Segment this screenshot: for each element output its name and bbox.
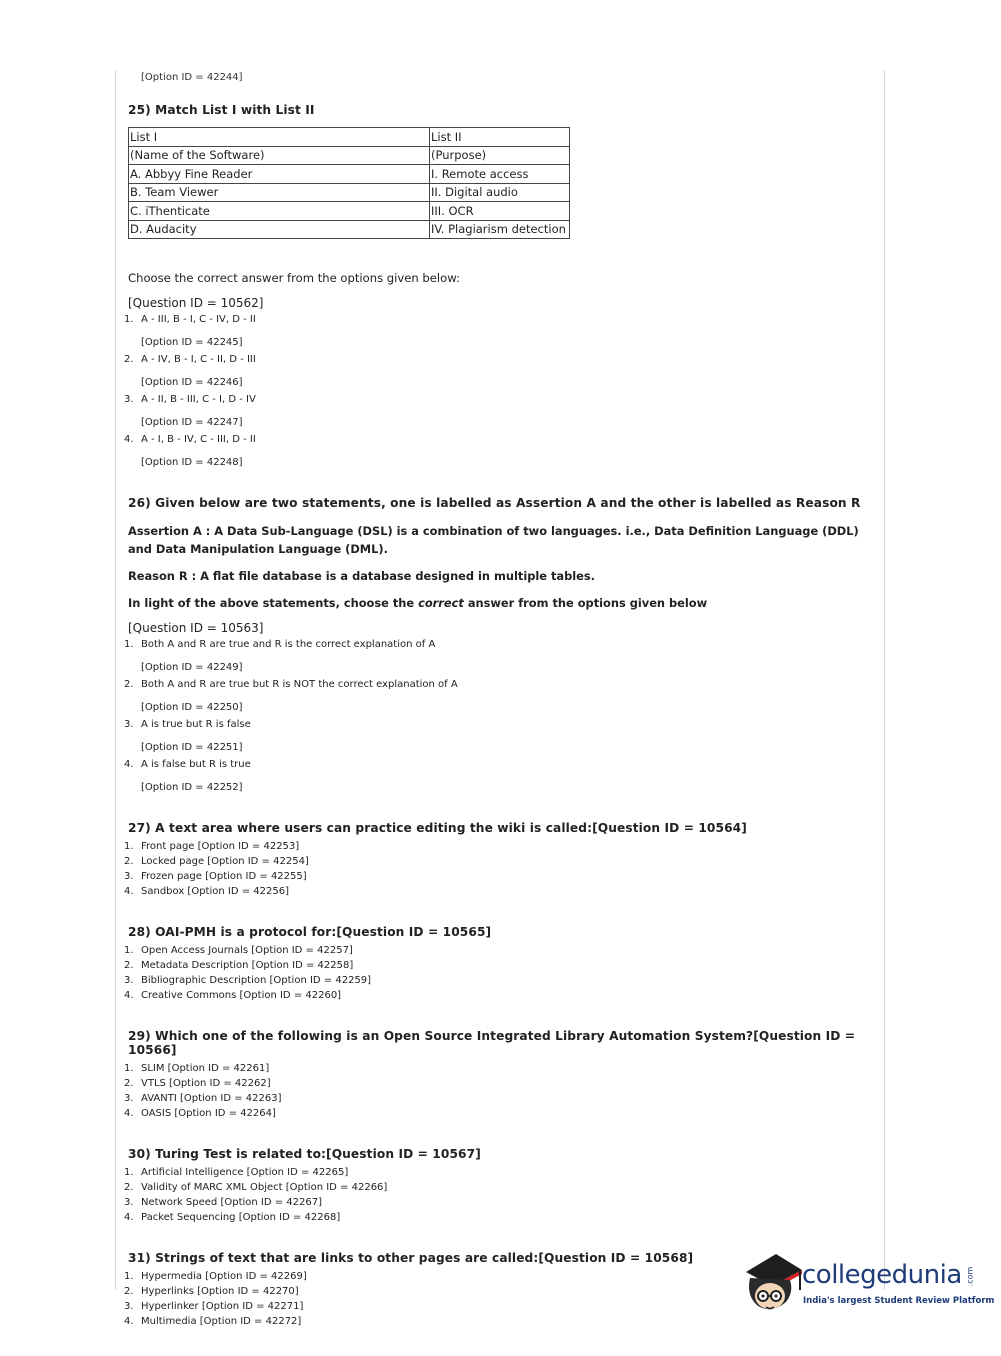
list-1-cell: A. Abbyy Fine Reader xyxy=(129,165,430,184)
option-item xyxy=(124,1091,874,1106)
options-list xyxy=(124,312,874,470)
assertion-text: Assertion A : A Data Sub-Language (DSL) is a combination of two languages. i.e., Data Definition Language (DDL) and Data Manipulation Language (DML). xyxy=(128,524,859,556)
list-2-cell: II. Digital audio xyxy=(430,183,570,202)
option-number: 4. xyxy=(124,990,134,1001)
option-text: A - IV, B - I, C - II, D - III xyxy=(141,354,256,365)
option-id: [Option ID = 42249] xyxy=(141,662,243,673)
option-number: 1. xyxy=(124,639,134,650)
options-list xyxy=(124,839,874,899)
option-text: Metadata Description [Option ID = 42258] xyxy=(141,960,354,971)
instruction-text-end: answer from the options given below xyxy=(463,596,708,610)
option-number: 2. xyxy=(124,1182,134,1193)
option-number: 1. xyxy=(124,945,134,956)
left-margin-line xyxy=(115,70,116,1290)
option-item xyxy=(124,1061,874,1076)
option-id: [Option ID = 42245] xyxy=(141,337,243,348)
question-29 xyxy=(124,1029,874,1121)
reason-text: Reason R : A flat file database is a database designed in multiple tables. xyxy=(128,569,595,583)
question-28 xyxy=(124,925,874,1003)
list-1-cell: D. Audacity xyxy=(129,220,430,239)
option-item xyxy=(124,943,874,958)
option-text: Front page [Option ID = 42253] xyxy=(141,841,300,852)
question-26 xyxy=(124,496,874,795)
instruction xyxy=(128,594,874,612)
option-number: 4. xyxy=(124,1108,134,1119)
option-text: VTLS [Option ID = 42262] xyxy=(141,1078,271,1089)
question-title: 26) Given below are two statements, one is labelled as Assertion A and the other is labelled as Reason R xyxy=(128,496,861,510)
option-number: 2. xyxy=(124,1286,134,1297)
option-item xyxy=(124,392,874,407)
option-number: 4. xyxy=(124,759,134,770)
option-number: 3. xyxy=(124,871,134,882)
list-2-cell: List II xyxy=(430,128,570,147)
option-text: Hyperlinks [Option ID = 42270] xyxy=(141,1286,299,1297)
question-27 xyxy=(124,821,874,899)
option-text: Artificial Intelligence [Option ID = 42265] xyxy=(141,1167,349,1178)
option-item xyxy=(124,869,874,884)
option-number: 4. xyxy=(124,434,134,445)
option-number: 2. xyxy=(124,960,134,971)
options-list xyxy=(124,1165,874,1225)
question-title: 25) Match List I with List II xyxy=(128,103,315,117)
question-title: 28) OAI-PMH is a protocol for:[Question ID = 10565] xyxy=(128,925,492,939)
list-2-cell: I. Remote access xyxy=(430,165,570,184)
option-text: Open Access Journals [Option ID = 42257] xyxy=(141,945,353,956)
match-table xyxy=(128,127,570,239)
option-number: 4. xyxy=(124,886,134,897)
option-item xyxy=(124,854,874,869)
option-id: [Option ID = 42251] xyxy=(141,742,243,753)
mascot-icon xyxy=(742,1250,804,1318)
option-text: Validity of MARC XML Object [Option ID = 42266] xyxy=(141,1182,388,1193)
option-id: [Option ID = 42244] xyxy=(141,72,243,83)
option-item xyxy=(124,1180,874,1195)
option-text: Creative Commons [Option ID = 42260] xyxy=(141,990,342,1001)
table-row xyxy=(129,165,570,184)
list-1-cell: List I xyxy=(129,128,430,147)
option-id: [Option ID = 42250] xyxy=(141,702,243,713)
list-2-cell: (Purpose) xyxy=(430,146,570,165)
option-id: [Option ID = 42252] xyxy=(141,782,243,793)
option-number: 3. xyxy=(124,975,134,986)
option-id: [Option ID = 42246] xyxy=(141,377,243,388)
option-text: AVANTI [Option ID = 42263] xyxy=(141,1093,282,1104)
option-text: A is false but R is true xyxy=(141,759,251,770)
question-title: 27) A text area where users can practice editing the wiki is called:[Question ID = 10564] xyxy=(128,821,747,835)
question-title: 29) Which one of the following is an Open Source Integrated Library Automation System?[Question ID = 10566] xyxy=(128,1029,856,1057)
option-number: 3. xyxy=(124,719,134,730)
logo-tagline: India's largest Student Review Platform xyxy=(803,1296,995,1306)
option-item xyxy=(124,1106,874,1121)
question-page xyxy=(124,72,874,1355)
option-text: Network Speed [Option ID = 42267] xyxy=(141,1197,323,1208)
logo-domain-suffix: .com xyxy=(965,1266,975,1287)
option-number: 3. xyxy=(124,1301,134,1312)
list-2-cell: III. OCR xyxy=(430,202,570,221)
right-margin-line xyxy=(884,70,885,1290)
option-number: 3. xyxy=(124,1093,134,1104)
collegedunia-logo[interactable] xyxy=(742,1250,995,1320)
instruction-emphasis: correct xyxy=(418,596,464,610)
option-text: A is true but R is false xyxy=(141,719,251,730)
option-item xyxy=(124,884,874,899)
option-number: 4. xyxy=(124,1212,134,1223)
option-item xyxy=(124,637,874,652)
option-item xyxy=(124,432,874,447)
option-item xyxy=(124,988,874,1003)
option-number: 1. xyxy=(124,841,134,852)
question-30 xyxy=(124,1147,874,1225)
options-list xyxy=(124,943,874,1003)
option-number: 1. xyxy=(124,1271,134,1282)
option-number: 3. xyxy=(124,394,134,405)
option-item xyxy=(124,958,874,973)
option-item xyxy=(124,1195,874,1210)
question-id: [Question ID = 10563] xyxy=(128,621,264,635)
option-item xyxy=(124,717,874,732)
question-title: 31) Strings of text that are links to other pages are called:[Question ID = 10568] xyxy=(128,1251,694,1265)
question-25 xyxy=(124,103,874,470)
option-text: Hyperlinker [Option ID = 42271] xyxy=(141,1301,304,1312)
table-row xyxy=(129,220,570,239)
option-number: 2. xyxy=(124,856,134,867)
option-item xyxy=(124,1165,874,1180)
option-number: 4. xyxy=(124,1316,134,1327)
option-number: 1. xyxy=(124,1167,134,1178)
option-number: 2. xyxy=(124,1078,134,1089)
option-text: Frozen page [Option ID = 42255] xyxy=(141,871,307,882)
table-row xyxy=(129,128,570,147)
instruction-text: In light of the above statements, choose the xyxy=(128,596,419,610)
option-item xyxy=(124,1210,874,1225)
option-item xyxy=(124,352,874,367)
options-list xyxy=(124,1061,874,1121)
option-text: A - II, B - III, C - I, D - IV xyxy=(141,394,256,405)
option-text: Both A and R are true but R is NOT the correct explanation of A xyxy=(141,679,458,690)
instruction: Choose the correct answer from the options given below: xyxy=(128,271,460,285)
option-text: OASIS [Option ID = 42264] xyxy=(141,1108,276,1119)
logo-wordmark: collegedunia xyxy=(802,1260,962,1290)
list-1-cell: B. Team Viewer xyxy=(129,183,430,202)
option-number: 3. xyxy=(124,1197,134,1208)
table-row xyxy=(129,202,570,221)
option-text: Hypermedia [Option ID = 42269] xyxy=(141,1271,307,1282)
list-1-cell: C. iThenticate xyxy=(129,202,430,221)
option-text: SLIM [Option ID = 42261] xyxy=(141,1063,270,1074)
option-text: A - III, B - I, C - IV, D - II xyxy=(141,314,256,325)
question-title: 30) Turing Test is related to:[Question ID = 10567] xyxy=(128,1147,481,1161)
list-1-cell: (Name of the Software) xyxy=(129,146,430,165)
option-item xyxy=(124,1076,874,1091)
table-row xyxy=(129,146,570,165)
options-list xyxy=(124,637,874,795)
option-item xyxy=(124,973,874,988)
option-text: A - I, B - IV, C - III, D - II xyxy=(141,434,256,445)
option-number: 1. xyxy=(124,1063,134,1074)
option-text: Locked page [Option ID = 42254] xyxy=(141,856,309,867)
option-id: [Option ID = 42247] xyxy=(141,417,243,428)
question-id: [Question ID = 10562] xyxy=(128,296,264,310)
option-id: [Option ID = 42248] xyxy=(141,457,243,468)
option-text: Bibliographic Description [Option ID = 42259] xyxy=(141,975,372,986)
list-2-cell: IV. Plagiarism detection xyxy=(430,220,570,239)
option-text: Sandbox [Option ID = 42256] xyxy=(141,886,289,897)
option-item xyxy=(124,312,874,327)
option-item xyxy=(124,677,874,692)
option-text: Multimedia [Option ID = 42272] xyxy=(141,1316,302,1327)
option-number: 2. xyxy=(124,679,134,690)
option-number: 2. xyxy=(124,354,134,365)
option-item xyxy=(124,757,874,772)
option-text: Both A and R are true and R is the correct explanation of A xyxy=(141,639,436,650)
option-item xyxy=(124,839,874,854)
option-text: Packet Sequencing [Option ID = 42268] xyxy=(141,1212,341,1223)
table-row xyxy=(129,183,570,202)
option-number: 1. xyxy=(124,314,134,325)
